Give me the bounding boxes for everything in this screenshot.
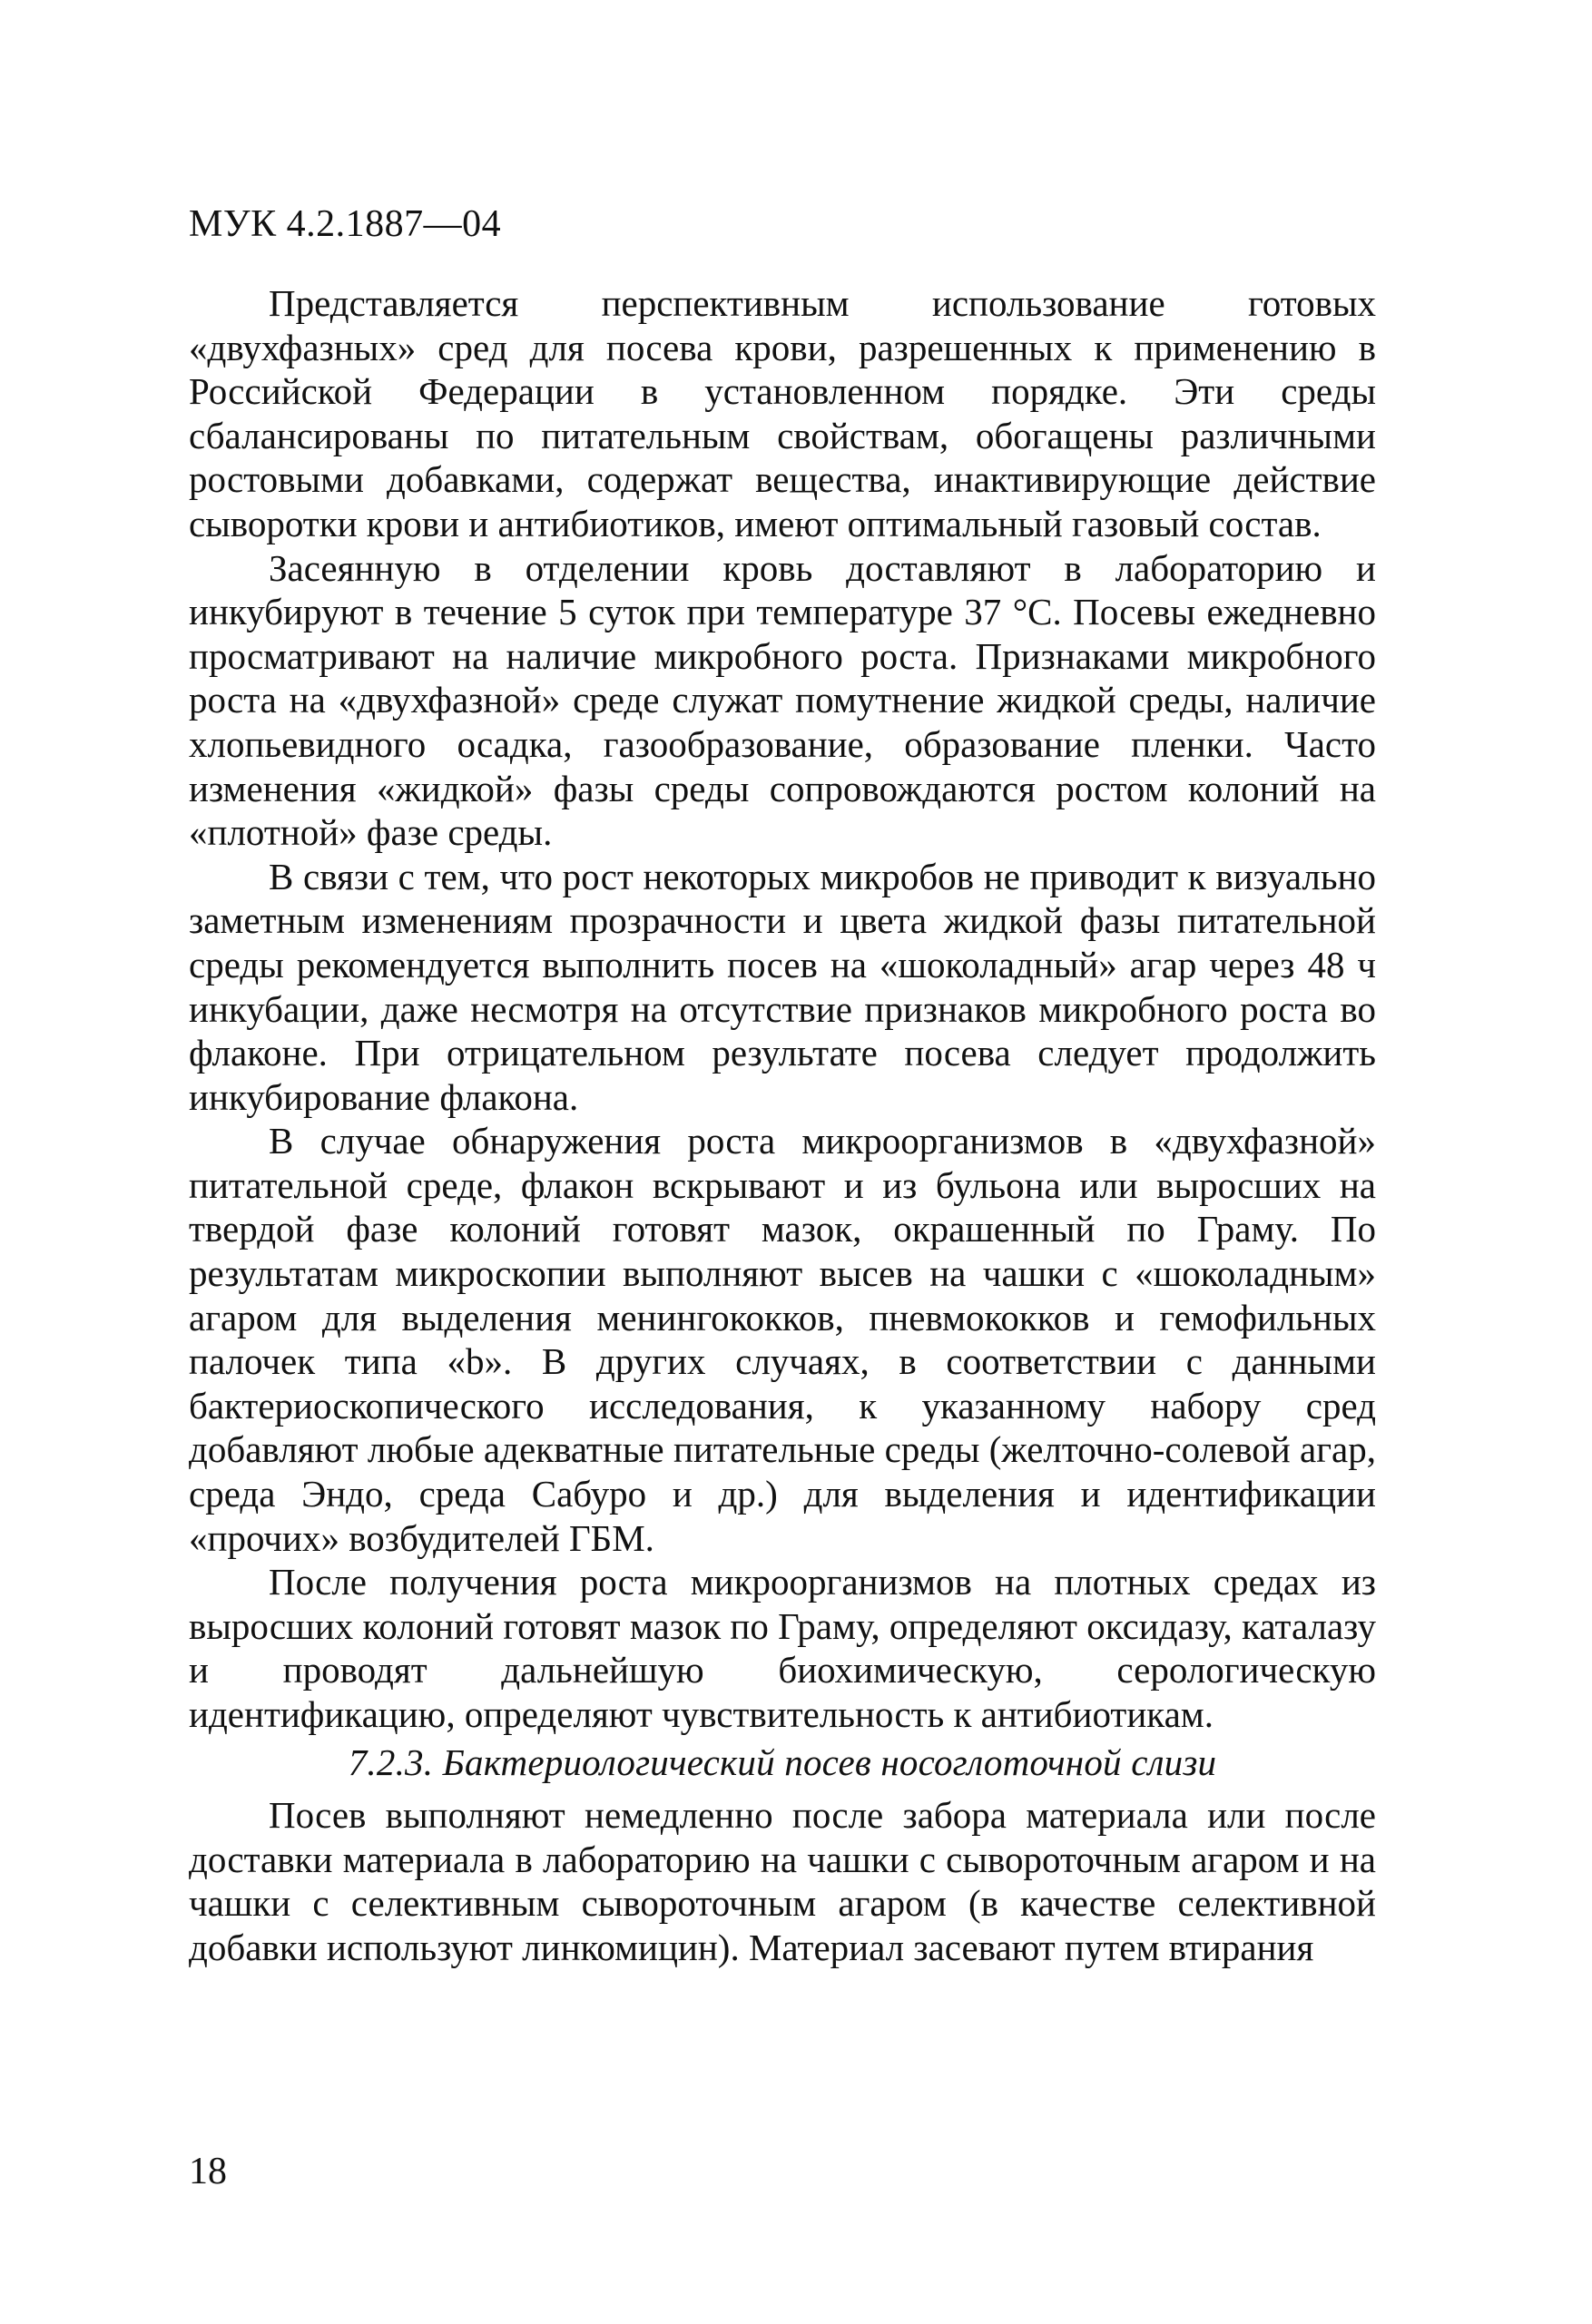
paragraph-chocolate-agar: В связи с тем, что рост некоторых микробов не приводит к визуально заметным изменениям прозрачности и цвета жидкой фазы питательной среды рекомендуется выполнить посев на «шоколадный» агар через 48 ч инкубации, даже несмотря на отсутствие признаков микробного роста во флаконе. При отрицательном результате посева следует продолжить инкубирование флакона. [189, 855, 1376, 1118]
document-body [189, 281, 1376, 1970]
page-number: 18 [189, 2151, 227, 2192]
paragraph-incubation: Засеянную в отделении кровь доставляют в лабораторию и инкубируют в течение 5 суток при температуре 37 °С. Посевы ежедневно просматривают на наличие микробного роста. Признаками микробного роста на «двухфазной» среде служат помутнение жидкой среды, наличие хлопьевидного осадка, газообразование, образование пленки. Часто изменения «жидкой» фазы среды сопровождаются ростом колоний на «плотной» фазе среды. [189, 546, 1376, 854]
document-code-header: МУК 4.2.1887—04 [189, 203, 502, 245]
paragraph-nasopharyngeal: Посев выполняют немедленно после забора материала или после доставки материала в лабораторию на чашки с сывороточным агаром и на чашки с селективным сывороточным агаром (в качестве селективной добавки используют линкомицин). Материал засевают путем втирания [189, 1794, 1376, 1968]
section-heading: 7.2.3. Бактериологический посев носоглоточной слизи [348, 1741, 1217, 1783]
paragraph-growth-detection: В случае обнаружения роста микроорганизмов в «двухфазной» питательной среде, флакон вскрывают и из бульона или выросших на твердой фазе колоний готовят мазок, окрашенный по Граму. По результатам микроскопии выполняют высев на чашки с «шоколадным» агаром для выделения менингококков, пневмококков и гемофильных палочек типа «b». В других случаях, в соответствии с данными бактериоскопического исследования, к указанному набору сред добавляют любые адекватные питательные среды (желточно-солевой агар, среда Эндо, среда Сабуро и др.) для выделения и идентификации «прочих» возбудителей ГБМ. [189, 1120, 1376, 1559]
paragraph-two-phase-media: Представляется перспективным использование готовых «двухфазных» сред для посева крови, разрешенных к применению в Российской Федерации в установленном порядке. Эти среды сбалансированы по питательным свойствам, обогащены различными ростовыми добавками, содержат вещества, инактивирующие действие сыворотки крови и антибиотиков, имеют оптимальный газовый состав. [189, 282, 1376, 544]
paragraph-identification: После получения роста микроорганизмов на плотных средах из выросших колоний готовят мазок по Граму, определяют оксидазу, каталазу и проводят дальнейшую биохимическую, серологическую идентификацию, определяют чувствительность к антибиотикам. [189, 1561, 1376, 1735]
